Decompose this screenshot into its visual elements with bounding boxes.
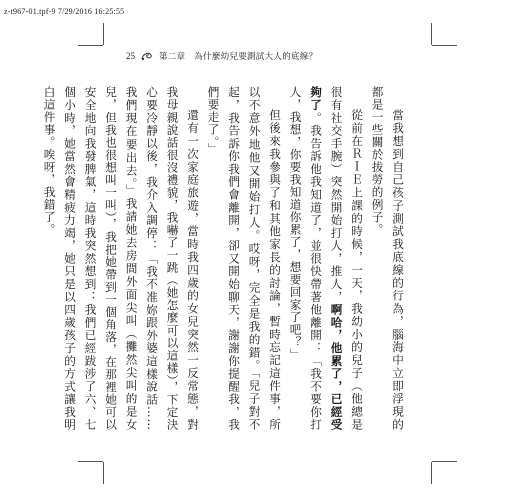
crop-mark-bottom-right-v [431,462,432,484]
text-segment: 還有一次家庭旅遊，當時我四歲的女兒突然一反常態，對我母親說話很沒禮貌，我嚇了一跳（她怎麼可以這樣），下定決心要冷靜以後，我介入調停：「我不准妳跟外婆這樣說話……我們現在要出去。」我請她去房間外面尖叫（攤然尖叫的是女兒，但我也很想叫一叫），我把她帶到一個角落，在那裡她可以安全地向我發脾氣，這時我突然想到：我們已經跋涉了六、七個小時，她當然會精疲力竭，她只是以四歲孩子的方式讓我明白這件事。唉呀，我錯了。 [42,86,200,431]
text-segment: 。我告訴他我知道了，並很快帶著他離開：「我不要你打人，我想，你要我知道你累了，想要回家了吧？」 [288,86,323,432]
paragraph [285,86,367,431]
paragraph [203,86,285,431]
crop-mark-top-left-h [78,45,103,46]
body-text [42,86,408,432]
crop-mark-top-left-v [103,23,104,45]
crop-mark-bottom-left-h [78,461,103,462]
page-number: 25 [126,51,135,61]
file-header: z-t967-01.tpf-9 7/29/2016 16:25:55 [4,7,125,16]
flourish-icon [140,51,154,61]
text-segment: 從前在ＲＩＥ上課的時候，一天，我幼小的兒子（他總是很有社交手腕）突然開始打人，推人， [329,86,364,431]
crop-mark-bottom-right-h [432,461,457,462]
bold-text: 啊哈，他累了，已經受夠了 [309,86,344,432]
paragraph [367,86,408,431]
crop-mark-top-right-h [432,45,457,46]
crop-mark-bottom-left-v [103,462,104,484]
running-head [126,50,317,62]
text-segment: 但後來我參與了和其他家長的討論，暫時忘記這件事，所以不意外地他又開始打人。哎呀，完全是我的錯。「兒子對不起，我告訴你我們會離開，卻又開始聊天，謝謝你提醒我，我們要走了。」 [206,86,282,431]
paragraph [39,86,203,431]
text-segment: 當我想到自己孩子測試我底線的行為，腦海中立即浮現的都是一些關於拔勞的例子。 [370,86,405,431]
crop-mark-top-right-v [431,23,432,45]
chapter-title: 第二章 為什麼幼兒要測試大人的底線？ [159,52,318,62]
